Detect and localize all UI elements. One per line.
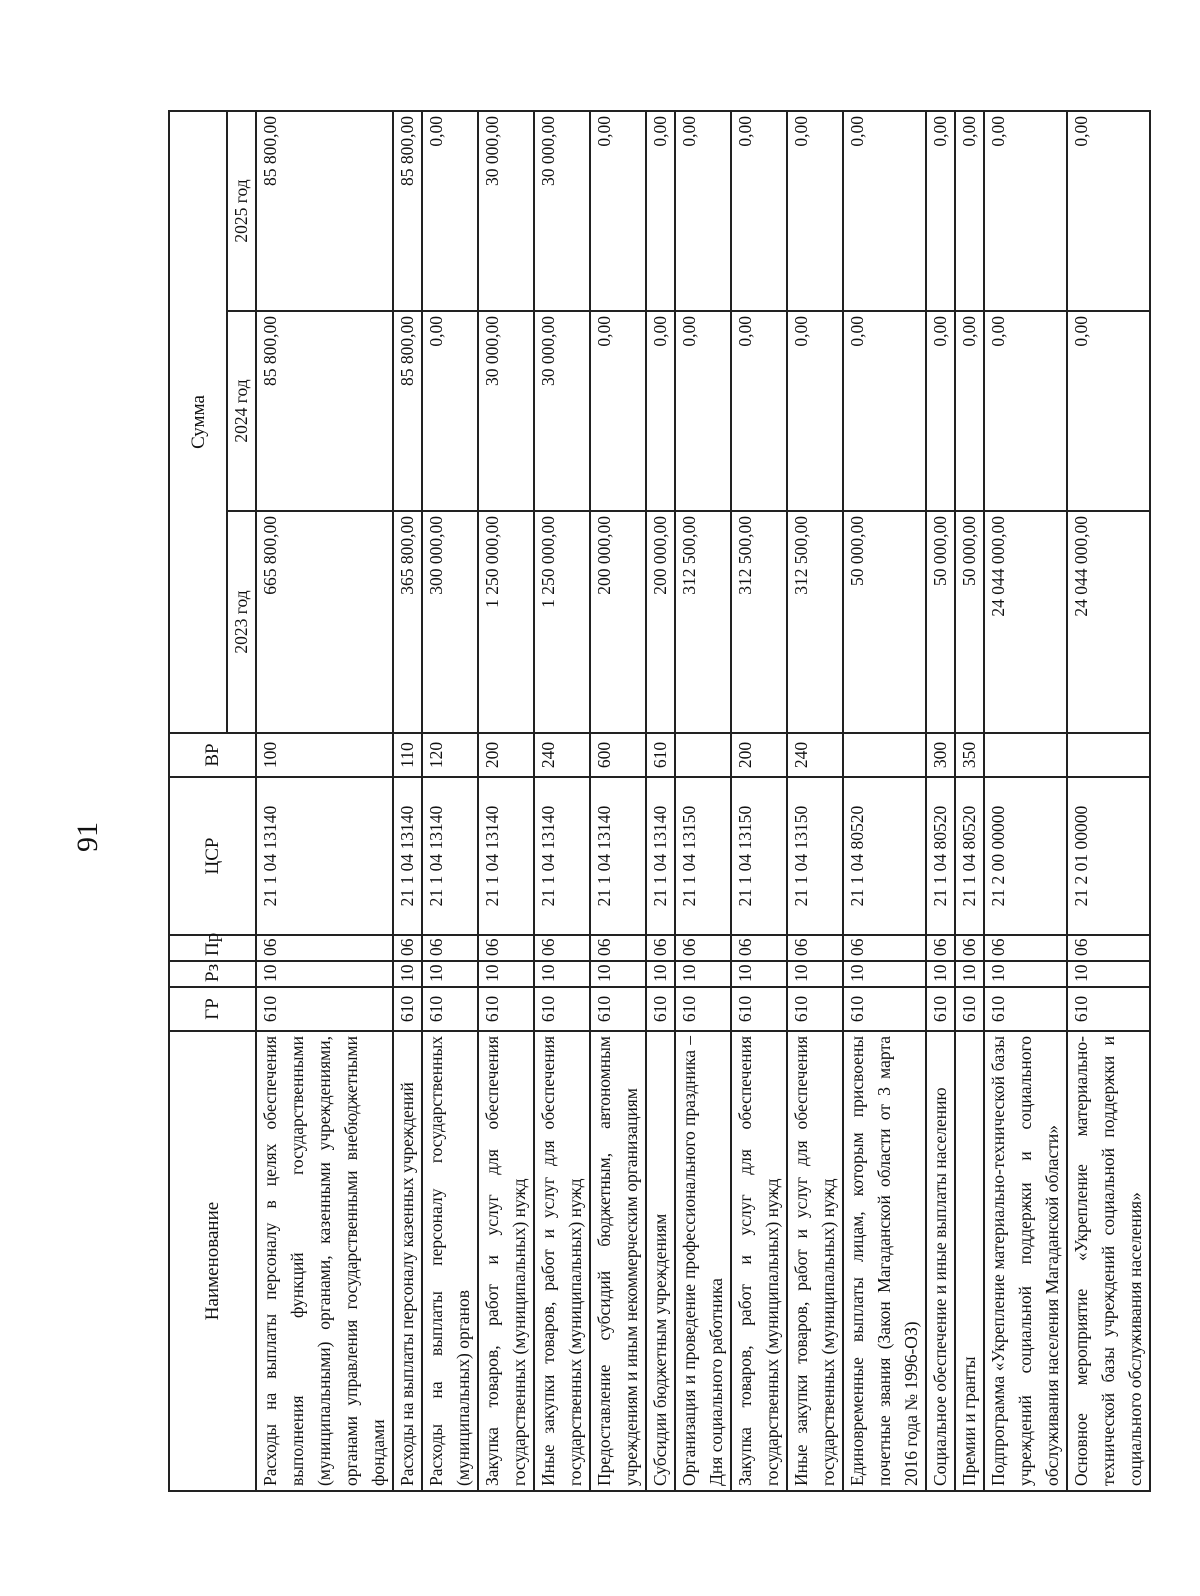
- pr-cell: 06: [478, 935, 534, 961]
- vr-cell: [1067, 733, 1150, 777]
- vr-cell: 240: [787, 733, 843, 777]
- vr-cell: 100: [256, 733, 393, 777]
- amount-2025-cell: 0,00: [926, 111, 955, 311]
- header-rz: Рз: [169, 961, 256, 987]
- amount-2024-cell: 0,00: [843, 311, 926, 511]
- row-name-cell: Социальное обеспечение и иные выплаты населению: [926, 1031, 955, 1491]
- csr-cell: 21 1 04 13140: [478, 777, 534, 935]
- amount-2024-cell: 85 800,00: [393, 311, 422, 511]
- table-row: [534, 111, 590, 1491]
- table-row: [731, 111, 787, 1491]
- amount-2025-cell: 0,00: [675, 111, 731, 311]
- header-name: Наименование: [169, 1031, 256, 1491]
- gr-cell: 610: [955, 987, 984, 1031]
- csr-cell: 21 1 04 13150: [787, 777, 843, 935]
- pr-cell: 06: [646, 935, 675, 961]
- table-row: [787, 111, 843, 1491]
- csr-cell: 21 1 04 13140: [646, 777, 675, 935]
- vr-cell: [675, 733, 731, 777]
- table-row: [984, 111, 1067, 1491]
- amount-2025-cell: 0,00: [955, 111, 984, 311]
- gr-cell: 610: [843, 987, 926, 1031]
- gr-cell: 610: [926, 987, 955, 1031]
- amount-2023-cell: 312 500,00: [787, 511, 843, 733]
- table-row: [843, 111, 926, 1491]
- header-csr: ЦСР: [169, 777, 256, 935]
- header-row: [169, 111, 227, 1491]
- amount-2024-cell: 0,00: [422, 311, 478, 511]
- rz-cell: 10: [256, 961, 393, 987]
- budget-table: [168, 110, 1151, 1492]
- vr-cell: 110: [393, 733, 422, 777]
- table-row: [422, 111, 478, 1491]
- rz-cell: 10: [534, 961, 590, 987]
- amount-2025-cell: 0,00: [731, 111, 787, 311]
- rotated-table-container: [168, 112, 1145, 1492]
- gr-cell: 610: [787, 987, 843, 1031]
- header-gr: ГР: [169, 987, 256, 1031]
- csr-cell: 21 1 04 13150: [675, 777, 731, 935]
- amount-2024-cell: 0,00: [984, 311, 1067, 511]
- vr-cell: [843, 733, 926, 777]
- row-name-cell: Единовременные выплаты лицам, которым присвоены почетные звания (Закон Магаданской области от 3 марта 2016 года № 1996-ОЗ): [843, 1031, 926, 1491]
- row-name-cell: Основное мероприятие «Укрепление материально-технической базы учреждений социальной поддержки и социального обслуживания населения»: [1067, 1031, 1150, 1491]
- amount-2025-cell: 0,00: [422, 111, 478, 311]
- pr-cell: 06: [534, 935, 590, 961]
- amount-2024-cell: 0,00: [926, 311, 955, 511]
- amount-2023-cell: 312 500,00: [731, 511, 787, 733]
- rz-cell: 10: [926, 961, 955, 987]
- pr-cell: 06: [926, 935, 955, 961]
- vr-cell: [984, 733, 1067, 777]
- table-row: [675, 111, 731, 1491]
- pr-cell: 06: [984, 935, 1067, 961]
- amount-2024-cell: 0,00: [675, 311, 731, 511]
- amount-2025-cell: 30 000,00: [478, 111, 534, 311]
- csr-cell: 21 2 00 00000: [984, 777, 1067, 935]
- pr-cell: 06: [590, 935, 646, 961]
- csr-cell: 21 1 04 80520: [926, 777, 955, 935]
- amount-2024-cell: 0,00: [646, 311, 675, 511]
- rz-cell: 10: [984, 961, 1067, 987]
- pr-cell: 06: [675, 935, 731, 961]
- rz-cell: 10: [955, 961, 984, 987]
- csr-cell: 21 1 04 13140: [534, 777, 590, 935]
- csr-cell: 21 1 04 13140: [590, 777, 646, 935]
- gr-cell: 610: [731, 987, 787, 1031]
- rz-cell: 10: [1067, 961, 1150, 987]
- amount-2025-cell: 85 800,00: [393, 111, 422, 311]
- pr-cell: 06: [787, 935, 843, 961]
- pr-cell: 06: [422, 935, 478, 961]
- amount-2023-cell: 1 250 000,00: [534, 511, 590, 733]
- amount-2024-cell: 0,00: [590, 311, 646, 511]
- amount-2023-cell: 300 000,00: [422, 511, 478, 733]
- amount-2023-cell: 50 000,00: [926, 511, 955, 733]
- gr-cell: 610: [1067, 987, 1150, 1031]
- amount-2023-cell: 50 000,00: [955, 511, 984, 733]
- amount-2025-cell: 0,00: [787, 111, 843, 311]
- amount-2024-cell: 85 800,00: [256, 311, 393, 511]
- gr-cell: 610: [393, 987, 422, 1031]
- gr-cell: 610: [534, 987, 590, 1031]
- csr-cell: 21 1 04 80520: [843, 777, 926, 935]
- table-row: [926, 111, 955, 1491]
- vr-cell: 350: [955, 733, 984, 777]
- amount-2023-cell: 200 000,00: [590, 511, 646, 733]
- rz-cell: 10: [675, 961, 731, 987]
- row-name-cell: Подпрограмма «Укрепление материально-технической базы учреждений социальной поддержки и социального обслуживания населения Магаданской области»: [984, 1031, 1067, 1491]
- amount-2023-cell: 24 044 000,00: [984, 511, 1067, 733]
- row-name-cell: Премии и гранты: [955, 1031, 984, 1491]
- header-year-2024: 2024 год: [227, 311, 256, 511]
- amount-2023-cell: 312 500,00: [675, 511, 731, 733]
- row-name-cell: Расходы на выплаты персоналу в целях обеспечения выполнения функций государственными (муниципальными) органами, казенными учреждениями, органами управления государственными внебюджетными фондами: [256, 1031, 393, 1491]
- rz-cell: 10: [646, 961, 675, 987]
- amount-2023-cell: 200 000,00: [646, 511, 675, 733]
- pr-cell: 06: [393, 935, 422, 961]
- csr-cell: 21 1 04 13140: [422, 777, 478, 935]
- header-vr: ВР: [169, 733, 256, 777]
- amount-2024-cell: 0,00: [731, 311, 787, 511]
- vr-cell: 120: [422, 733, 478, 777]
- row-name-cell: Закупка товаров, работ и услуг для обеспечения государственных (муниципальных) нужд: [731, 1031, 787, 1491]
- table-row: [1067, 111, 1150, 1491]
- csr-cell: 21 2 01 00000: [1067, 777, 1150, 935]
- vr-cell: 200: [478, 733, 534, 777]
- gr-cell: 610: [646, 987, 675, 1031]
- vr-cell: 200: [731, 733, 787, 777]
- row-name-cell: Расходы на выплаты персоналу казенных учреждений: [393, 1031, 422, 1491]
- vr-cell: 240: [534, 733, 590, 777]
- page-number: 91: [71, 822, 104, 852]
- gr-cell: 610: [984, 987, 1067, 1031]
- amount-2025-cell: 0,00: [984, 111, 1067, 311]
- row-name-cell: Субсидии бюджетным учреждениям: [646, 1031, 675, 1491]
- amount-2025-cell: 85 800,00: [256, 111, 393, 311]
- amount-2025-cell: 0,00: [646, 111, 675, 311]
- table-row: [590, 111, 646, 1491]
- table-row: [478, 111, 534, 1491]
- table-row: [646, 111, 675, 1491]
- amount-2023-cell: 665 800,00: [256, 511, 393, 733]
- pr-cell: 06: [731, 935, 787, 961]
- csr-cell: 21 1 04 13150: [731, 777, 787, 935]
- amount-2024-cell: 0,00: [787, 311, 843, 511]
- row-name-cell: Расходы на выплаты персоналу государственных (муниципальных) органов: [422, 1031, 478, 1491]
- amount-2023-cell: 24 044 000,00: [1067, 511, 1150, 733]
- vr-cell: 610: [646, 733, 675, 777]
- csr-cell: 21 1 04 13140: [256, 777, 393, 935]
- amount-2025-cell: 0,00: [1067, 111, 1150, 311]
- header-sum: Сумма: [169, 111, 227, 733]
- vr-cell: 600: [590, 733, 646, 777]
- gr-cell: 610: [422, 987, 478, 1031]
- gr-cell: 610: [256, 987, 393, 1031]
- csr-cell: 21 1 04 13140: [393, 777, 422, 935]
- amount-2024-cell: 0,00: [955, 311, 984, 511]
- amount-2025-cell: 0,00: [590, 111, 646, 311]
- pr-cell: 06: [843, 935, 926, 961]
- amount-2023-cell: 365 800,00: [393, 511, 422, 733]
- rz-cell: 10: [393, 961, 422, 987]
- amount-2023-cell: 50 000,00: [843, 511, 926, 733]
- table-row: [256, 111, 393, 1491]
- amount-2023-cell: 1 250 000,00: [478, 511, 534, 733]
- row-name-cell: Иные закупки товаров, работ и услуг для обеспечения государственных (муниципальных) нужд: [534, 1031, 590, 1491]
- gr-cell: 610: [590, 987, 646, 1031]
- gr-cell: 610: [478, 987, 534, 1031]
- csr-cell: 21 1 04 80520: [955, 777, 984, 935]
- header-year-2025: 2025 год: [227, 111, 256, 311]
- amount-2024-cell: 30 000,00: [534, 311, 590, 511]
- amount-2025-cell: 30 000,00: [534, 111, 590, 311]
- header-pr: Пр: [169, 935, 256, 961]
- rz-cell: 10: [478, 961, 534, 987]
- rz-cell: 10: [787, 961, 843, 987]
- pr-cell: 06: [256, 935, 393, 961]
- amount-2024-cell: 0,00: [1067, 311, 1150, 511]
- pr-cell: 06: [955, 935, 984, 961]
- table-row: [955, 111, 984, 1491]
- vr-cell: 300: [926, 733, 955, 777]
- table-body: [256, 111, 1150, 1491]
- table-row: [393, 111, 422, 1491]
- row-name-cell: Иные закупки товаров, работ и услуг для обеспечения государственных (муниципальных) нужд: [787, 1031, 843, 1491]
- gr-cell: 610: [675, 987, 731, 1031]
- rz-cell: 10: [731, 961, 787, 987]
- row-name-cell: Организация и проведение профессионального праздника – Дня социального работника: [675, 1031, 731, 1491]
- amount-2024-cell: 30 000,00: [478, 311, 534, 511]
- rz-cell: 10: [843, 961, 926, 987]
- rz-cell: 10: [422, 961, 478, 987]
- amount-2025-cell: 0,00: [843, 111, 926, 311]
- pr-cell: 06: [1067, 935, 1150, 961]
- rz-cell: 10: [590, 961, 646, 987]
- header-year-2023: 2023 год: [227, 511, 256, 733]
- row-name-cell: Предоставление субсидий бюджетным, автономным учреждениям и иным некоммерческим организациям: [590, 1031, 646, 1491]
- row-name-cell: Закупка товаров, работ и услуг для обеспечения государственных (муниципальных) нужд: [478, 1031, 534, 1491]
